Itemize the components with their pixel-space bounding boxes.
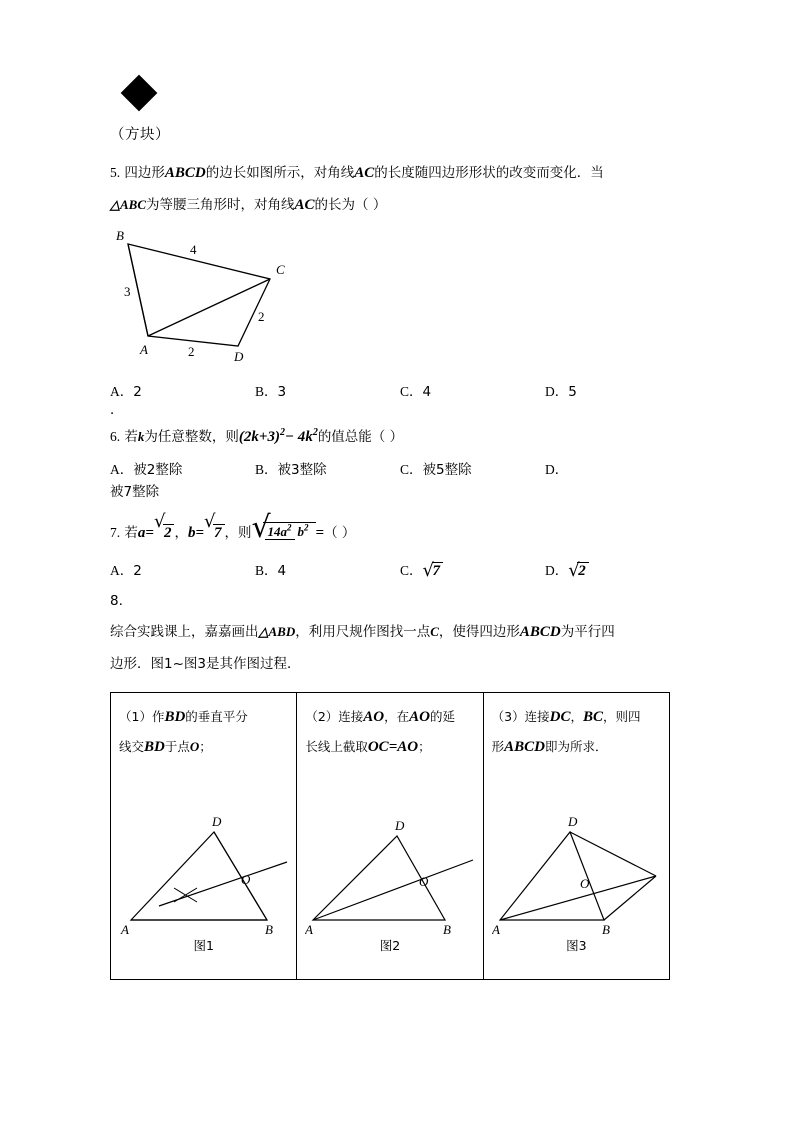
q7-num-14: 14 (267, 523, 281, 539)
step1-c: 线交 (119, 738, 145, 754)
q6-expr-sup2: 2 (312, 427, 318, 438)
step2-ao2: AO (409, 709, 430, 726)
side-label-2b: 2 (258, 309, 265, 324)
q6-text-2: 为任意整数，则 (144, 429, 239, 445)
label-D: D (234, 349, 244, 364)
q7-a-var: a (137, 524, 146, 541)
label-C: C (276, 262, 285, 277)
q6-option-c[interactable] (400, 458, 545, 478)
q7-denominator (295, 524, 312, 539)
q6-expr-open: (2 (238, 429, 252, 445)
fig3-label-B: B (601, 921, 610, 937)
q7-opt-d-value: 2 (577, 562, 589, 579)
step1-d: 于点 (164, 738, 190, 754)
q5-text-1: 四边形 (124, 165, 165, 181)
fig2-label-D: D (395, 817, 405, 833)
black-diamond-icon (121, 75, 158, 112)
step-3-cell (483, 693, 669, 980)
q6-option-d[interactable] (545, 458, 690, 478)
question-8-number: 8. (110, 592, 123, 609)
step3-d: 即为所求． (545, 738, 608, 754)
step3-b: ，则四 (602, 709, 641, 725)
label-A: A (140, 342, 148, 357)
q8-text-b: ，利用尺规作图找一点 (295, 623, 431, 640)
q5-opt-c-label: C． (400, 384, 423, 399)
side-label-3: 3 (124, 284, 131, 299)
q7-paren: （ ） (324, 524, 356, 541)
side-label-4: 4 (190, 242, 197, 257)
step-2-text (305, 703, 474, 762)
step2-oc: OC (367, 738, 389, 755)
q7-opt-a-value: 2 (133, 562, 142, 579)
q6-option-d-overflow: 被7整除 (110, 484, 160, 500)
q7-numerator (265, 524, 295, 540)
q5-text-4: 为等腰三角形时，对角线 (146, 197, 295, 213)
figure-3-caption: 图3 (566, 937, 587, 953)
q7-sqrt7-value: 7 (213, 524, 225, 541)
fig2-label-B: B (443, 921, 452, 937)
fig3-label-D: D (567, 813, 578, 829)
q7-opt-a-label: A． (110, 562, 134, 578)
q6-opt-c-value: 被5整除 (422, 462, 472, 478)
q5-trailing-dot: ． (110, 402, 124, 417)
q7-opt-b-label: B． (255, 562, 278, 578)
q8-abcd: ABCD (519, 623, 561, 640)
step1-e: ； (199, 738, 212, 754)
q7-sqrt2-inline (153, 510, 175, 553)
big-sqrt-sign-icon: √ (251, 510, 271, 546)
question-5-options (110, 380, 690, 400)
q6-opt-b-value: 被3整除 (277, 462, 327, 478)
step2-ao3: AO (397, 738, 419, 755)
sqrt-sign-icon: √ (153, 510, 166, 532)
q7-eq-1: = (145, 524, 154, 541)
document-content (110, 80, 690, 980)
fig1-label-B: B (265, 921, 273, 937)
step2-c: 的延 (429, 709, 455, 725)
step3-comma: ， (570, 709, 583, 725)
step-3-text (492, 703, 661, 762)
fig1-label-A: A (121, 921, 129, 937)
q7-opt-c-radical (422, 559, 444, 581)
q6-opt-a-value: 被2整除 (133, 462, 183, 478)
step3-bc: BC (582, 709, 603, 726)
step2-ao1: AO (363, 709, 385, 726)
quadrilateral-svg (110, 224, 330, 369)
question-8-body-line2: 边形．图1~图3是其作图过程． (110, 656, 301, 673)
step2-a: （2）连接 (305, 709, 364, 725)
fig1-label-D: D (212, 813, 222, 829)
q6-text-3: 的值总能（ ） (317, 429, 404, 445)
q6-expr-k2: k (305, 429, 313, 445)
construction-steps-table (110, 692, 670, 980)
q8-triangle-abd: △ABD (258, 623, 296, 639)
q7-option-b[interactable] (255, 559, 400, 580)
figure-2-caption: 图2 (379, 937, 401, 953)
figure-1-caption: 图1 (193, 937, 214, 953)
q6-expr-sup1: 2 (279, 427, 285, 438)
question-7-line1 (110, 510, 690, 553)
q7-eq-2: = (195, 524, 205, 541)
step-1-text (119, 703, 288, 762)
q6-option-b[interactable] (255, 458, 400, 478)
figure-1-svg (119, 810, 291, 940)
question-6-options (110, 458, 690, 478)
q5-option-c[interactable] (400, 380, 545, 400)
q5-text-2: 的边长如图所示，对角线 (205, 165, 355, 181)
q5-abcd: ABCD (164, 165, 206, 181)
step2-b: ，在 (384, 709, 410, 725)
q6-expression (239, 429, 318, 445)
q7-den-sup: 2 (304, 522, 309, 533)
q6-expr-k1: k (251, 429, 259, 445)
q5-opt-b-value: 3 (277, 384, 287, 400)
q7-option-d[interactable] (545, 559, 690, 580)
step3-dc: DC (549, 709, 571, 726)
q7-b-var: b (187, 524, 196, 541)
sqrt-sign-icon-4: √ (568, 559, 580, 581)
q7-opt-d-label: D． (545, 562, 569, 578)
step-1-cell (111, 693, 297, 980)
fig3-label-O: O (579, 875, 590, 891)
q7-equals: = (315, 524, 325, 541)
figure-3-svg (492, 810, 664, 940)
label-B: B (116, 228, 124, 243)
q5-ac-1: AC (354, 165, 375, 181)
fangkuai-label: （方块） (110, 127, 170, 143)
q7-num-sup: 2 (287, 522, 292, 533)
q7-fraction (265, 522, 312, 539)
q7-opt-d-radical (568, 559, 589, 581)
q8-point-c: C (430, 623, 439, 639)
fig2-label-O: O (419, 873, 429, 889)
figure-quadrilateral-abcd (110, 224, 690, 374)
sqrt-sign-icon-2: √ (204, 510, 216, 532)
black-diamond-bullet-wrap (116, 80, 690, 111)
q6-number: 6. (110, 429, 121, 444)
step-2-cell (297, 693, 483, 980)
step1-bd2: BD (144, 738, 165, 755)
q7-den-b: b (297, 523, 305, 539)
step1-bd1: BD (164, 709, 186, 726)
q7-sqrt7-inline (204, 510, 225, 553)
q5-option-a[interactable] (110, 380, 255, 400)
q5-ac-2: AC (294, 197, 315, 213)
step3-a: （3）连接 (491, 709, 550, 725)
table-row (111, 693, 670, 980)
q5-opt-d-value: 5 (568, 384, 577, 400)
step2-eq: = (388, 738, 398, 755)
step2-d: 长线上截取 (305, 738, 368, 754)
fig3-label-A: A (491, 921, 500, 937)
q7-number: 7. (110, 524, 121, 540)
q7-text-1: 若 (124, 524, 138, 541)
q7-option-a[interactable] (110, 559, 255, 580)
q7-comma: ， (174, 524, 188, 541)
q7-sqrt2-value: 2 (163, 524, 175, 541)
step2-e: ； (418, 738, 431, 754)
step1-o: O (189, 738, 200, 754)
q8-text-d: 为平行四 (560, 623, 615, 640)
q6-expr-mid: +3) (258, 429, 280, 445)
figure-2-svg (305, 810, 477, 940)
q7-opt-b-value: 4 (277, 562, 287, 579)
q5-option-b[interactable] (255, 380, 400, 400)
question-7-options (110, 559, 690, 580)
q5-option-d[interactable] (545, 380, 690, 400)
q5-opt-a-value: 2 (133, 384, 142, 400)
question-5-line1 (110, 158, 690, 188)
q8-text-c: ，使得四边形 (438, 623, 520, 640)
q7-text-2: ，则 (224, 524, 252, 541)
q6-k-var: k (137, 429, 145, 444)
q8-text-a: 综合实践课上，嘉嘉画出 (110, 623, 259, 640)
q7-option-c[interactable] (400, 559, 545, 580)
q7-radicand (263, 522, 316, 542)
question-8-body-line1 (110, 617, 690, 649)
q6-option-a[interactable] (110, 458, 255, 478)
q6-opt-c-label: C． (400, 462, 423, 477)
q5-text-3: 的长度随四边形形状的改变而变化．当 (374, 165, 604, 181)
q6-opt-b-label: B． (255, 462, 278, 477)
fig2-label-A: A (305, 921, 314, 937)
step1-b: 的垂直平分 (185, 709, 248, 725)
question-5-line2 (110, 190, 690, 220)
q5-opt-d-label: D． (545, 384, 569, 399)
question-6-line1 (110, 422, 690, 452)
q5-opt-c-value: 4 (422, 384, 432, 400)
q7-num-a: a (280, 523, 288, 539)
step1-a: （1）作 (119, 709, 165, 725)
q6-opt-d-label: D． (545, 462, 569, 477)
q5-number: 5. (110, 165, 121, 180)
q6-opt-a-label: A． (110, 462, 134, 477)
q5-opt-a-label: A． (110, 384, 134, 399)
fig1-label-O: O (241, 871, 251, 887)
q7-opt-c-label: C． (400, 562, 423, 578)
side-label-2a: 2 (188, 344, 195, 359)
q7-opt-c-value: 7 (432, 562, 444, 579)
q5-text-5: 的长为（ ） (314, 197, 387, 213)
sqrt-sign-icon-3: √ (422, 559, 434, 581)
q6-text-1: 若 (124, 429, 138, 445)
q6-expr-minus: − 4 (284, 429, 306, 445)
q7-big-radical (251, 510, 316, 550)
q5-triangle-abc: △ABC (110, 197, 147, 212)
step3-c: 形 (491, 738, 505, 754)
q5-opt-b-label: B． (255, 384, 278, 399)
step3-abcd: ABCD (504, 738, 546, 755)
